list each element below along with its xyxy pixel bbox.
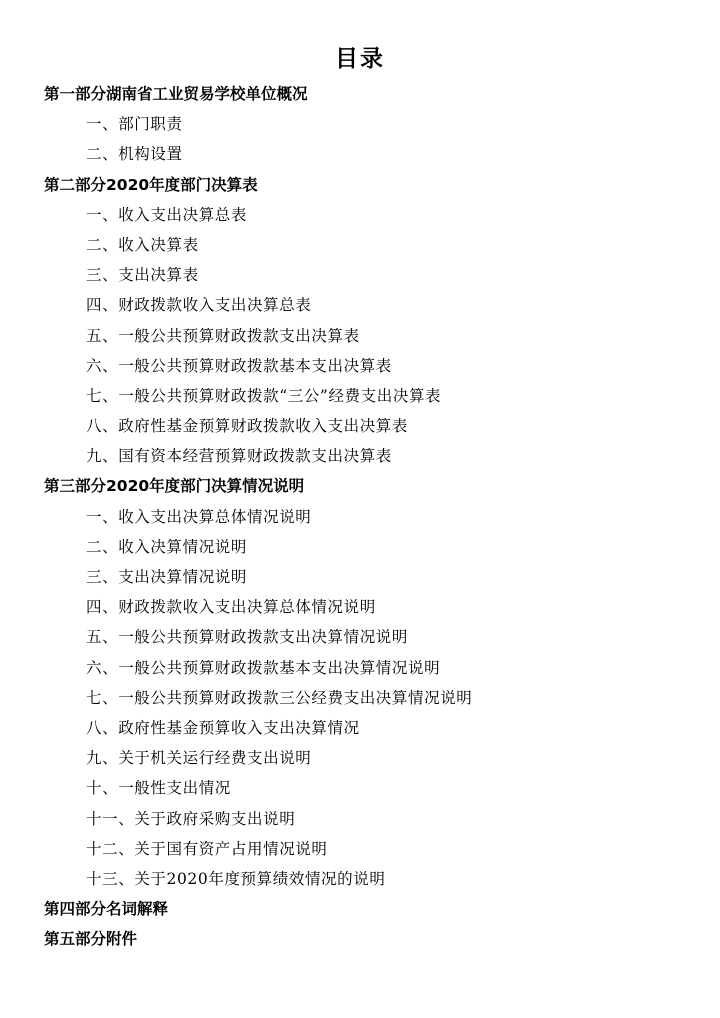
toc-item[interactable]: 一、部门职责 <box>86 115 183 134</box>
toc-item[interactable]: 五、一般公共预算财政拨款支出决算表 <box>86 326 360 345</box>
toc-item[interactable]: 十一、关于政府采购支出说明 <box>86 809 296 828</box>
toc-item[interactable]: 四、财政拨款收入支出决算总体情况说明 <box>86 598 376 617</box>
table-of-contents <box>0 79 720 954</box>
toc-item[interactable]: 二、收入决算表 <box>86 235 199 254</box>
toc-item[interactable]: 八、政府性基金预算收入支出决算情况 <box>86 718 360 737</box>
toc-part-heading[interactable]: 第三部分2020年度部门决算情况说明 <box>44 477 305 496</box>
toc-item[interactable]: 十二、关于国有资产占用情况说明 <box>86 839 328 858</box>
toc-item[interactable]: 十、一般性支出情况 <box>86 779 231 798</box>
toc-item[interactable]: 四、财政拨款收入支出决算总表 <box>86 296 312 315</box>
toc-item[interactable]: 一、收入支出决算总表 <box>86 205 248 224</box>
toc-item[interactable]: 九、国有资本经营预算财政拨款支出决算表 <box>86 447 392 466</box>
toc-item[interactable]: 七、一般公共预算财政拨款三公经费支出决算情况说明 <box>86 688 473 707</box>
toc-item[interactable]: 五、一般公共预算财政拨款支出决算情况说明 <box>86 628 409 647</box>
toc-item[interactable]: 二、机构设置 <box>86 145 183 164</box>
toc-item[interactable]: 八、政府性基金预算财政拨款收入支出决算表 <box>86 417 409 436</box>
toc-item[interactable]: 六、一般公共预算财政拨款基本支出决算表 <box>86 356 392 375</box>
toc-item[interactable]: 三、支出决算情况说明 <box>86 568 248 586</box>
toc-part-heading[interactable]: 第一部分湖南省工业贸易学校单位概况 <box>44 85 308 103</box>
toc-part-heading[interactable]: 第五部分附件 <box>44 930 138 949</box>
toc-item[interactable]: 九、关于机关运行经费支出说明 <box>86 749 312 768</box>
toc-item[interactable]: 一、收入支出决算总体情况说明 <box>86 507 312 526</box>
page-title: 目录 <box>335 46 385 72</box>
toc-item[interactable]: 三、支出决算表 <box>86 266 199 285</box>
toc-item[interactable]: 七、一般公共预算财政拨款“三公”经费支出决算表 <box>86 386 442 405</box>
toc-item[interactable]: 二、收入决算情况说明 <box>86 537 248 556</box>
toc-item[interactable]: 十三、关于2020年度预算绩效情况的说明 <box>86 869 386 888</box>
toc-part-heading[interactable]: 第四部分名词解释 <box>44 900 169 919</box>
toc-item[interactable]: 六、一般公共预算财政拨款基本支出决算情况说明 <box>86 658 441 677</box>
toc-part-heading[interactable]: 第二部分2020年度部门决算表 <box>44 175 258 194</box>
